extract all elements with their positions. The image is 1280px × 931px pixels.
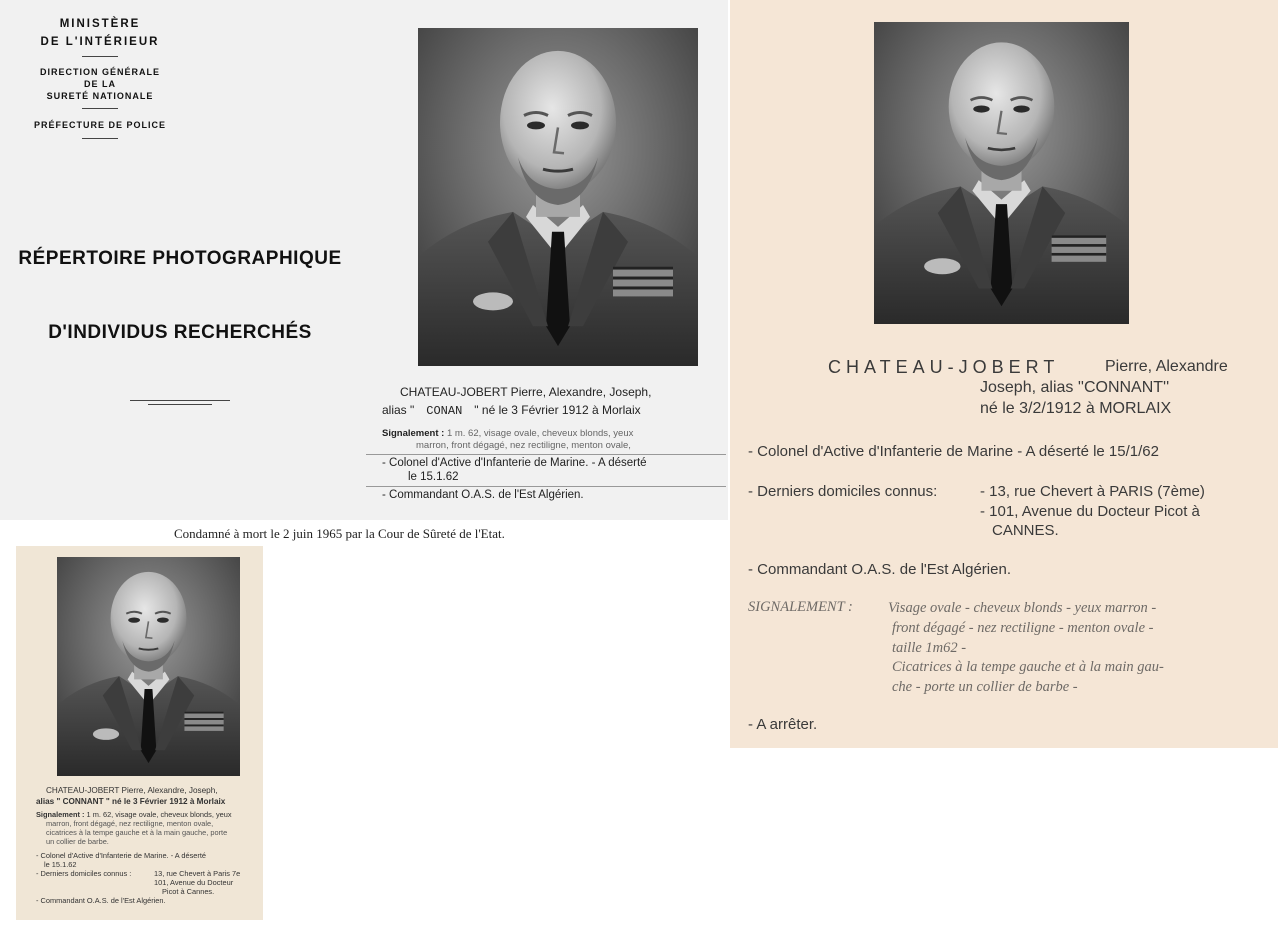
suspect-name: CHATEAU-JOBERT Pierre, Alexandre, Joseph, [46,786,218,795]
wanted-card-small [16,546,263,920]
ministry-label: MINISTÈRE [59,18,141,30]
caption: Condamné à mort le 2 juin 1965 par la Cour de Sûreté de l'Etat. [174,526,505,541]
domicile-2: - 101, Avenue du Docteur Picot à [980,503,1200,520]
arrest-order: - A arrêter. [748,716,818,733]
desertion-date: le 15.1.62 [44,860,77,869]
description-line-3: taille 1m62 - [892,640,967,656]
description-label: SIGNALEMENT : [748,599,853,615]
alias-line: alias " CONAN " né le 3 Février 1912 à Morlaix [382,403,641,418]
interior-label: DE L'INTÉRIEUR [40,36,160,48]
direction-label-2: DE LA [84,79,116,89]
birth-line: né le 3/2/1912 à MORLAIX [980,400,1172,417]
divider [366,486,726,487]
domicile-label: - Derniers domiciles connus: [748,483,938,500]
domicile-3: Picot à Cannes. [162,887,215,896]
description-line-2: marron, front dégagé, nez rectiligne, menton ovale, [416,440,631,451]
divider [82,138,118,139]
surete-label: SURETÉ NATIONALE [46,91,154,101]
suspect-photo [418,28,698,366]
suspect-photo [874,22,1129,324]
description-line-1: Visage ovale - cheveux blonds - yeux marron - [888,600,1157,616]
description-line-2: marron, front dégagé, nez rectiligne, menton ovale, [46,819,214,828]
divider [82,108,118,109]
domicile-3: CANNES. [992,522,1059,539]
wanted-card [730,0,1278,748]
command-line: - Commandant O.A.S. de l'Est Algérien. [382,489,584,501]
description-line-5: che - porte un collier de barbe - [892,679,1078,695]
description-line: Signalement : 1 m. 62, visage ovale, cheveux blonds, yeux [36,810,232,819]
rank-line: - Colonel d'Active d'Infanterie de Marine. - A déserté [36,851,207,860]
domicile-label: - Derniers domiciles connus : [36,869,132,878]
divider [366,454,726,455]
divider [148,404,212,405]
suspect-name: CHATEAU-JOBERT Pierre, Alexandre, Joseph, [400,385,652,399]
suspect-photo [57,557,240,776]
direction-label: DIRECTION GÉNÉRALE [39,67,160,77]
poster-subtitle: D'INDIVIDUS RECHERCHÉS [48,322,312,343]
description-line-2: front dégagé - nez rectiligne - menton ovale - [892,620,1154,636]
rank-line: - Colonel d'Active d'Infanterie de Marine - A déserté le 15/1/62 [748,443,1159,460]
alias-line: alias " CONNANT " né le 3 Février 1912 à Morlaix [36,797,226,806]
suspect-surname: CHATEAU-JOBERT [828,357,1060,377]
command-line: - Commandant O.A.S. de l'Est Algérien. [748,561,1011,578]
wanted-poster-scan [0,0,728,520]
domicile-2: 101, Avenue du Docteur [154,878,234,887]
divider [82,56,118,57]
command-line: - Commandant O.A.S. de l'Est Algérien. [36,896,166,905]
alias-value: CONAN [426,404,463,418]
domicile-1: 13, rue Chevert à Paris 7e [154,869,241,878]
given-names: Pierre, Alexandre [1105,358,1228,375]
description-line-3: cicatrices à la tempe gauche et à la main gauche, porte [46,828,228,837]
description-line-4: un collier de barbe. [46,837,109,846]
prefecture-label: PRÉFECTURE DE POLICE [33,120,166,130]
alias-line: Joseph, alias ''CONNANT'' [980,379,1170,396]
desertion-date: le 15.1.62 [408,471,459,483]
domicile-1: - 13, rue Chevert à PARIS (7ème) [980,483,1205,500]
description-line: Signalement : 1 m. 62, visage ovale, cheveux blonds, yeux [382,428,634,439]
description-line-4: Cicatrices à la tempe gauche et à la main gau- [892,659,1164,675]
divider [130,400,230,401]
poster-title: RÉPERTOIRE PHOTOGRAPHIQUE [18,248,342,269]
rank-line: - Colonel d'Active d'Infanterie de Marine. - A déserté [382,457,647,469]
